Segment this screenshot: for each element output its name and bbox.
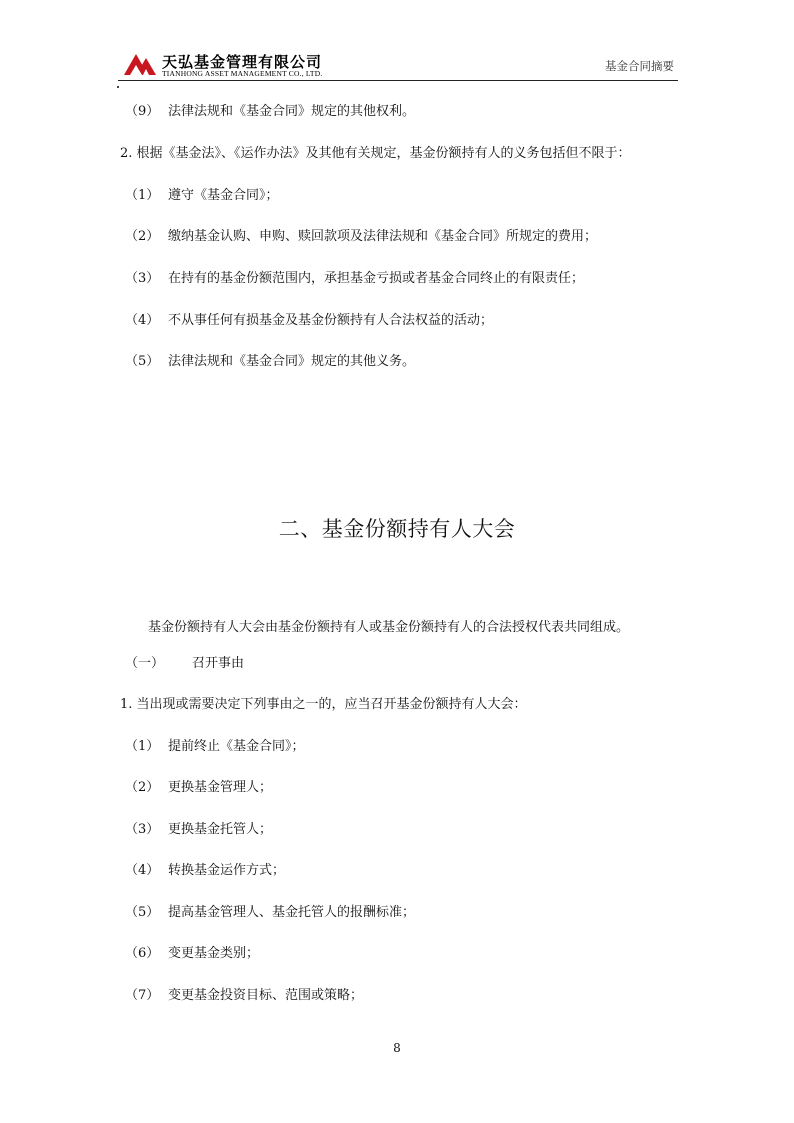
item-number: （5） [125,354,160,369]
sub-heading-text: 召开事由 [192,656,245,671]
item-number: （4） [125,863,160,878]
item-number: （3） [125,271,160,286]
company-name-en: TIANHONG ASSET MANAGEMENT CO., LTD. [162,69,323,78]
document-tag: 基金合同摘要 [605,59,674,73]
header-rule [118,80,678,81]
item-text: 在持有的基金份额范围内，承担基金亏损或者基金合同终止的有限责任； [168,271,585,286]
item-text: 法律法规和《基金合同》规定的其他权利。 [168,104,416,119]
item-text: 转换基金运作方式； [168,863,286,878]
sub-heading-number: （一） [125,656,165,671]
page-number: 8 [393,1041,401,1055]
item-number: （7） [125,988,160,1003]
item-text: 提前终止《基金合同》； [168,739,305,754]
header-dot [117,86,119,88]
item-text: 变更基金投资目标、范围或策略； [168,988,364,1003]
company-logo-icon [122,52,162,76]
item-number: （1） [125,188,160,203]
item-number: （4） [125,313,160,328]
item-text: 变更基金类别； [168,946,260,961]
item-text: 法律法规和《基金合同》规定的其他义务。 [168,354,416,369]
item-number: （5） [125,905,160,920]
item-text: 遵守《基金合同》； [168,188,279,203]
item-number: （3） [125,822,160,837]
item-text: 更换基金管理人； [168,780,273,795]
item-text: 提高基金管理人、基金托管人的报酬标准； [168,905,416,920]
item-text: 不从事任何有损基金及基金份额持有人合法权益的活动； [168,313,494,328]
item-number: （2） [125,780,160,795]
item-number: （9） [125,104,160,119]
item-number: （6） [125,946,160,961]
paragraph-text: 1. 当出现或需要决定下列事由之一的，应当召开基金份额持有人大会： [120,697,527,712]
item-number: （2） [125,229,160,244]
item-text: 缴纳基金认购、申购、赎回款项及法律法规和《基金合同》所规定的费用； [168,229,598,244]
company-name-cn: 天弘基金管理有限公司 [162,53,323,71]
item-text: 更换基金托管人； [168,822,273,837]
section-title: 二、基金份额持有人大会 [278,517,516,541]
intro-text: 基金份额持有人大会由基金份额持有人或基金份额持有人的合法授权代表共同组成。 [148,620,630,635]
item-number: （1） [125,739,160,754]
paragraph-text: 2. 根据《基金法》、《运作办法》及其他有关规定，基金份额持有人的义务包括但不限于： [120,146,631,161]
